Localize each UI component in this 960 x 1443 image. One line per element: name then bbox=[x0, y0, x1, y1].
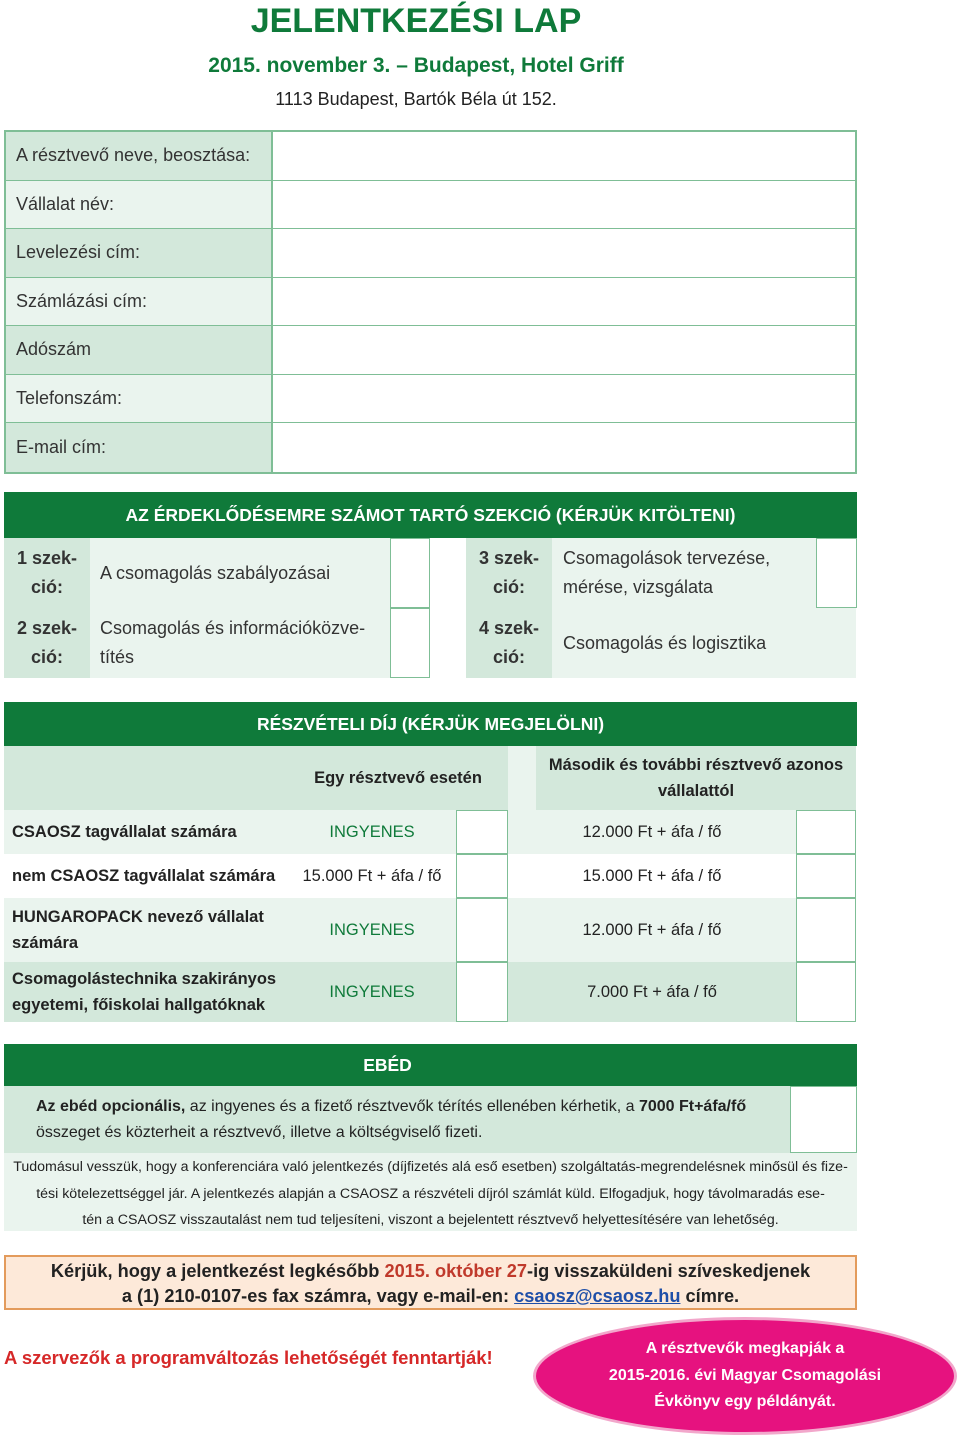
section-1-number bbox=[4, 538, 90, 608]
email-link[interactable]: csaosz@csaosz.hu bbox=[514, 1286, 681, 1306]
notice-line: Tudomásul vesszük, hogy a konferenciára való jelentkezés (díjfizetés alá eső esetben) szolgáltatás-megrendelésnek minősül és fize- bbox=[13, 1159, 848, 1175]
fee-value-single: INGYENES bbox=[288, 898, 456, 962]
section-3-number bbox=[466, 538, 552, 608]
section-3-checkbox[interactable] bbox=[816, 538, 857, 608]
section-2-number bbox=[4, 608, 90, 678]
yearbook-text: A résztvevők megkapják a bbox=[645, 1340, 845, 1358]
page-title: JELENTKEZÉSI LAP bbox=[250, 2, 582, 40]
form-row-tax-number bbox=[6, 326, 855, 375]
event-date-venue: 2015. november 3. – Budapest, Hotel Griff bbox=[208, 54, 624, 77]
organizer-note: A szervezők a programváltozás lehetőségét fenntartják! bbox=[4, 1347, 493, 1368]
field-label: A résztvevő neve, beosztása: bbox=[6, 132, 271, 180]
lunch-text-bold: Az ebéd opcionális, bbox=[36, 1098, 186, 1115]
section-number-text: 1 szek- bbox=[16, 548, 78, 568]
lunch-heading: EBÉD bbox=[363, 1054, 412, 1075]
section-number-text: 4 szek- bbox=[478, 618, 540, 638]
fee-second-checkbox[interactable] bbox=[796, 810, 856, 854]
fee-value-second: 15.000 Ft + áfa / fő bbox=[508, 854, 796, 898]
deadline-box bbox=[4, 1255, 857, 1310]
name-field[interactable] bbox=[271, 132, 855, 180]
fee-second-checkbox[interactable] bbox=[796, 854, 856, 898]
section-number-text: 3 szek- bbox=[478, 548, 540, 568]
fee-value-second: 12.000 Ft + áfa / fő bbox=[508, 898, 796, 962]
section-name-text: Csomagolás és információközve- bbox=[100, 618, 366, 638]
fee-col-second-text: vállalattól bbox=[657, 782, 735, 800]
deadline-text: címre. bbox=[680, 1286, 740, 1306]
deadline-day: 27 bbox=[506, 1261, 528, 1281]
deadline-month: október bbox=[435, 1261, 502, 1281]
fee-row-label: nem CSAOSZ tagvállalat számára bbox=[4, 854, 288, 898]
section-1-name: A csomagolás szabályozásai bbox=[90, 538, 390, 608]
section-number-text: ció: bbox=[30, 647, 63, 667]
fee-row-label-text: egyetemi, főiskolai hallgatóknak bbox=[12, 996, 266, 1014]
tax-number-field[interactable] bbox=[271, 326, 855, 374]
fee-value-single: INGYENES bbox=[288, 962, 456, 1022]
fee-row-label bbox=[4, 962, 288, 1022]
fee-row-label: CSAOSZ tagvállalat számára bbox=[4, 810, 288, 854]
fee-row-label-text: számára bbox=[12, 934, 79, 952]
section-number-text: ció: bbox=[492, 577, 525, 597]
lunch-checkbox[interactable] bbox=[790, 1086, 857, 1153]
yearbook-text: Évkönyv egy példányát. bbox=[654, 1393, 836, 1411]
field-label: Levelezési cím: bbox=[6, 229, 271, 277]
form-row-mailing-address bbox=[6, 229, 855, 278]
section-number-text: ció: bbox=[30, 577, 63, 597]
section-1-checkbox[interactable] bbox=[390, 538, 430, 608]
section-2-checkbox[interactable] bbox=[390, 608, 430, 678]
deadline-year: 2015. bbox=[384, 1261, 430, 1281]
section-4-number bbox=[466, 608, 552, 678]
fee-second-checkbox[interactable] bbox=[796, 962, 856, 1022]
lunch-text-mid: az ingyenes és a fizető résztvevők térítés ellenében kérhetik, a bbox=[185, 1098, 639, 1115]
section-4-name: Csomagolás és logisztika bbox=[552, 608, 856, 678]
field-label: Telefonszám: bbox=[6, 375, 271, 423]
participant-form bbox=[4, 130, 857, 474]
section-2-name bbox=[90, 608, 390, 678]
company-field[interactable] bbox=[271, 181, 855, 229]
fee-value-second: 7.000 Ft + áfa / fő bbox=[508, 962, 796, 1022]
fee-col-second bbox=[536, 746, 856, 810]
fee-row-label bbox=[4, 898, 288, 962]
fee-col-single: Egy résztvevő esetén bbox=[288, 746, 508, 810]
lunch-text-line2: összeget és közterheit a résztvevő, illetve a költségviselő fizeti. bbox=[36, 1124, 483, 1141]
email-field[interactable] bbox=[271, 423, 855, 472]
fee-header-gap bbox=[508, 746, 536, 810]
mailing-address-field[interactable] bbox=[271, 229, 855, 277]
form-row-email bbox=[6, 423, 855, 472]
billing-address-field[interactable] bbox=[271, 278, 855, 326]
fee-row-label-text: Csomagolástechnika szakirányos bbox=[12, 970, 277, 988]
deadline-text: Kérjük, hogy a jelentkezést legkésőbb bbox=[50, 1261, 385, 1281]
section-name-text: títés bbox=[100, 647, 135, 667]
fee-single-checkbox[interactable] bbox=[456, 854, 508, 898]
notice-line: tési kötelezettséggel jár. A jelentkezés alapján a CSAOSZ a részvételi díjról számlát küld. Elfogadjuk, hogy távolmaradás ese- bbox=[36, 1185, 825, 1202]
field-label: E-mail cím: bbox=[6, 423, 271, 472]
sections-heading: AZ ÉRDEKLŐDÉSEMRE SZÁMOT TARTÓ SZEKCIÓ (KÉRJÜK KITÖLTENI) bbox=[4, 492, 857, 538]
form-row-company bbox=[6, 181, 855, 230]
lunch-price: 7000 Ft+áfa/fő bbox=[638, 1098, 747, 1115]
fee-row-label-text: HUNGAROPACK nevező vállalat bbox=[12, 908, 264, 926]
yearbook-badge bbox=[536, 1320, 954, 1432]
form-row-phone bbox=[6, 375, 855, 424]
field-label: Vállalat név: bbox=[6, 181, 271, 229]
form-row-billing-address bbox=[6, 278, 855, 327]
venue-address: 1113 Budapest, Bartók Béla út 152. bbox=[275, 89, 557, 109]
section-number-text: ció: bbox=[492, 647, 525, 667]
fee-single-checkbox[interactable] bbox=[456, 810, 508, 854]
fee-col-second-text: Második és további résztvevő azonos bbox=[548, 756, 844, 774]
form-row-name bbox=[6, 132, 855, 181]
fee-single-checkbox[interactable] bbox=[456, 898, 508, 962]
fee-value-second: 12.000 Ft + áfa / fő bbox=[508, 810, 796, 854]
fee-value-single: 15.000 Ft + áfa / fő bbox=[288, 854, 456, 898]
fee-single-checkbox[interactable] bbox=[456, 962, 508, 1022]
section-number-text: 2 szek- bbox=[16, 618, 78, 638]
field-label: Adószám bbox=[6, 326, 271, 374]
fees-heading: RÉSZVÉTELI DÍJ (KÉRJÜK MEGJELÖLNI) bbox=[4, 702, 857, 746]
fee-value-single: INGYENES bbox=[288, 810, 456, 854]
deadline-text: -ig visszaküldeni szíveskedjenek bbox=[527, 1261, 811, 1281]
notice-line: tén a CSAOSZ visszautalást nem tud teljesíteni, viszont a bejelentett résztvevő helyettesítésére van lehetőség. bbox=[82, 1212, 779, 1228]
field-label: Számlázási cím: bbox=[6, 278, 271, 326]
yearbook-text: 2015-2016. évi Magyar Csomagolási bbox=[608, 1366, 882, 1384]
deadline-text: a (1) 210-0107-es fax számra, vagy e-mail-en: bbox=[121, 1286, 515, 1306]
fee-second-checkbox[interactable] bbox=[796, 898, 856, 962]
lunch-text bbox=[4, 1086, 790, 1153]
section-name-text: mérése, vizsgálata bbox=[563, 577, 714, 597]
phone-field[interactable] bbox=[271, 375, 855, 423]
section-3-name bbox=[552, 538, 816, 608]
terms-notice bbox=[4, 1153, 857, 1231]
section-name-text: Csomagolások tervezése, bbox=[563, 548, 771, 568]
fee-header-blank bbox=[4, 746, 288, 810]
